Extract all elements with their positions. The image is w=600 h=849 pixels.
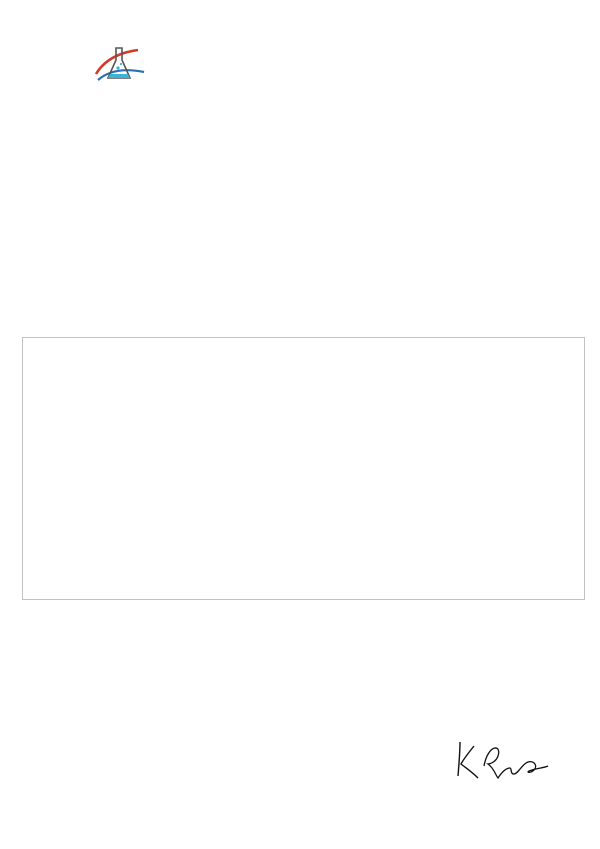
overall-purity-value	[256, 688, 304, 699]
hplc-chromatogram	[22, 337, 585, 600]
overall-purity-label	[106, 688, 256, 699]
peak-name	[304, 653, 364, 664]
peak-count	[178, 608, 364, 619]
peak-time	[106, 631, 178, 642]
peak-area	[178, 653, 256, 664]
peak-area	[178, 631, 256, 642]
company-logo	[94, 40, 150, 90]
peak-name	[304, 642, 364, 653]
peak-number	[86, 631, 106, 642]
table-row	[86, 642, 364, 653]
peak-pct	[256, 653, 304, 664]
peak-name	[304, 631, 364, 642]
peak-number	[86, 653, 106, 664]
peak-time	[106, 642, 178, 653]
peak-list-title	[86, 608, 178, 619]
peak-number	[86, 642, 106, 653]
client-info	[311, 205, 375, 215]
table-row	[86, 653, 364, 664]
peak-list	[86, 608, 364, 700]
col-header-time	[106, 619, 178, 630]
handwritten-signature	[452, 738, 552, 782]
peak-pct	[256, 631, 304, 642]
col-header-pct	[256, 619, 304, 630]
peak-area	[178, 642, 256, 653]
peak-time	[106, 653, 178, 664]
table-row	[86, 631, 364, 642]
col-header-area	[178, 619, 256, 630]
peak-pct	[256, 642, 304, 653]
